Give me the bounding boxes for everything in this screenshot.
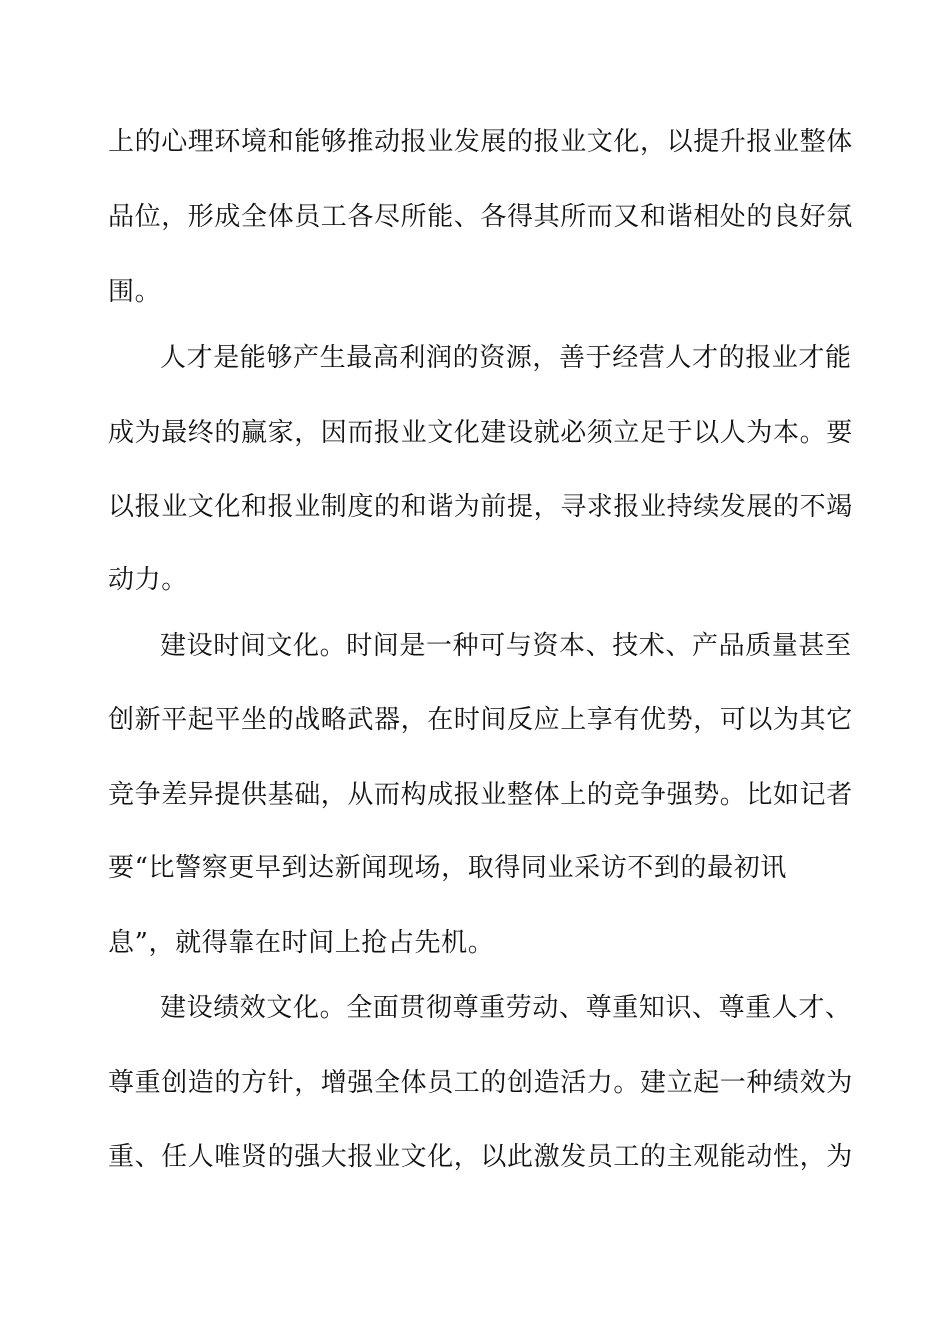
- paragraph-first-line: 人才是能够产生最高利润的资源，善于经营人才的报业才能: [160, 343, 852, 373]
- text-line: 息”，就得靠在时间上抢占先机。: [108, 928, 495, 958]
- text-line: 品位，形成全体员工各尽所能、各得其所而又和谐相处的良好氛: [108, 202, 853, 232]
- text-line: 成为最终的赢家，因而报业文化建设就必须立足于以人为本。要: [108, 418, 853, 448]
- paragraph-first-line: 建设绩效文化。全面贯彻尊重劳动、尊重知识、尊重人才、: [160, 993, 852, 1023]
- text-line: 尊重创造的方针，增强全体员工的创造活力。建立起一种绩效为: [108, 1068, 853, 1098]
- text-line: 创新平起平坐的战略武器，在时间反应上享有优势，可以为其它: [108, 705, 853, 735]
- text-line: 上的心理环境和能够推动报业发展的报业文化，以提升报业整体: [108, 127, 853, 157]
- text-line: 围。: [108, 277, 162, 307]
- text-line: 竞争差异提供基础，从而构成报业整体上的竞争强势。比如记者: [108, 780, 853, 810]
- text-line: 以报业文化和报业制度的和谐为前提，寻求报业持续发展的不竭: [108, 492, 853, 522]
- text-line: 重、任人唯贤的强大报业文化，以此激发员工的主观能动性，为: [108, 1142, 853, 1172]
- text-line: 动力。: [108, 565, 188, 595]
- paragraph-first-line: 建设时间文化。时间是一种可与资本、技术、产品质量甚至: [160, 631, 852, 661]
- text-line: 要“比警察更早到达新闻现场，取得同业采访不到的最初讯: [108, 853, 787, 883]
